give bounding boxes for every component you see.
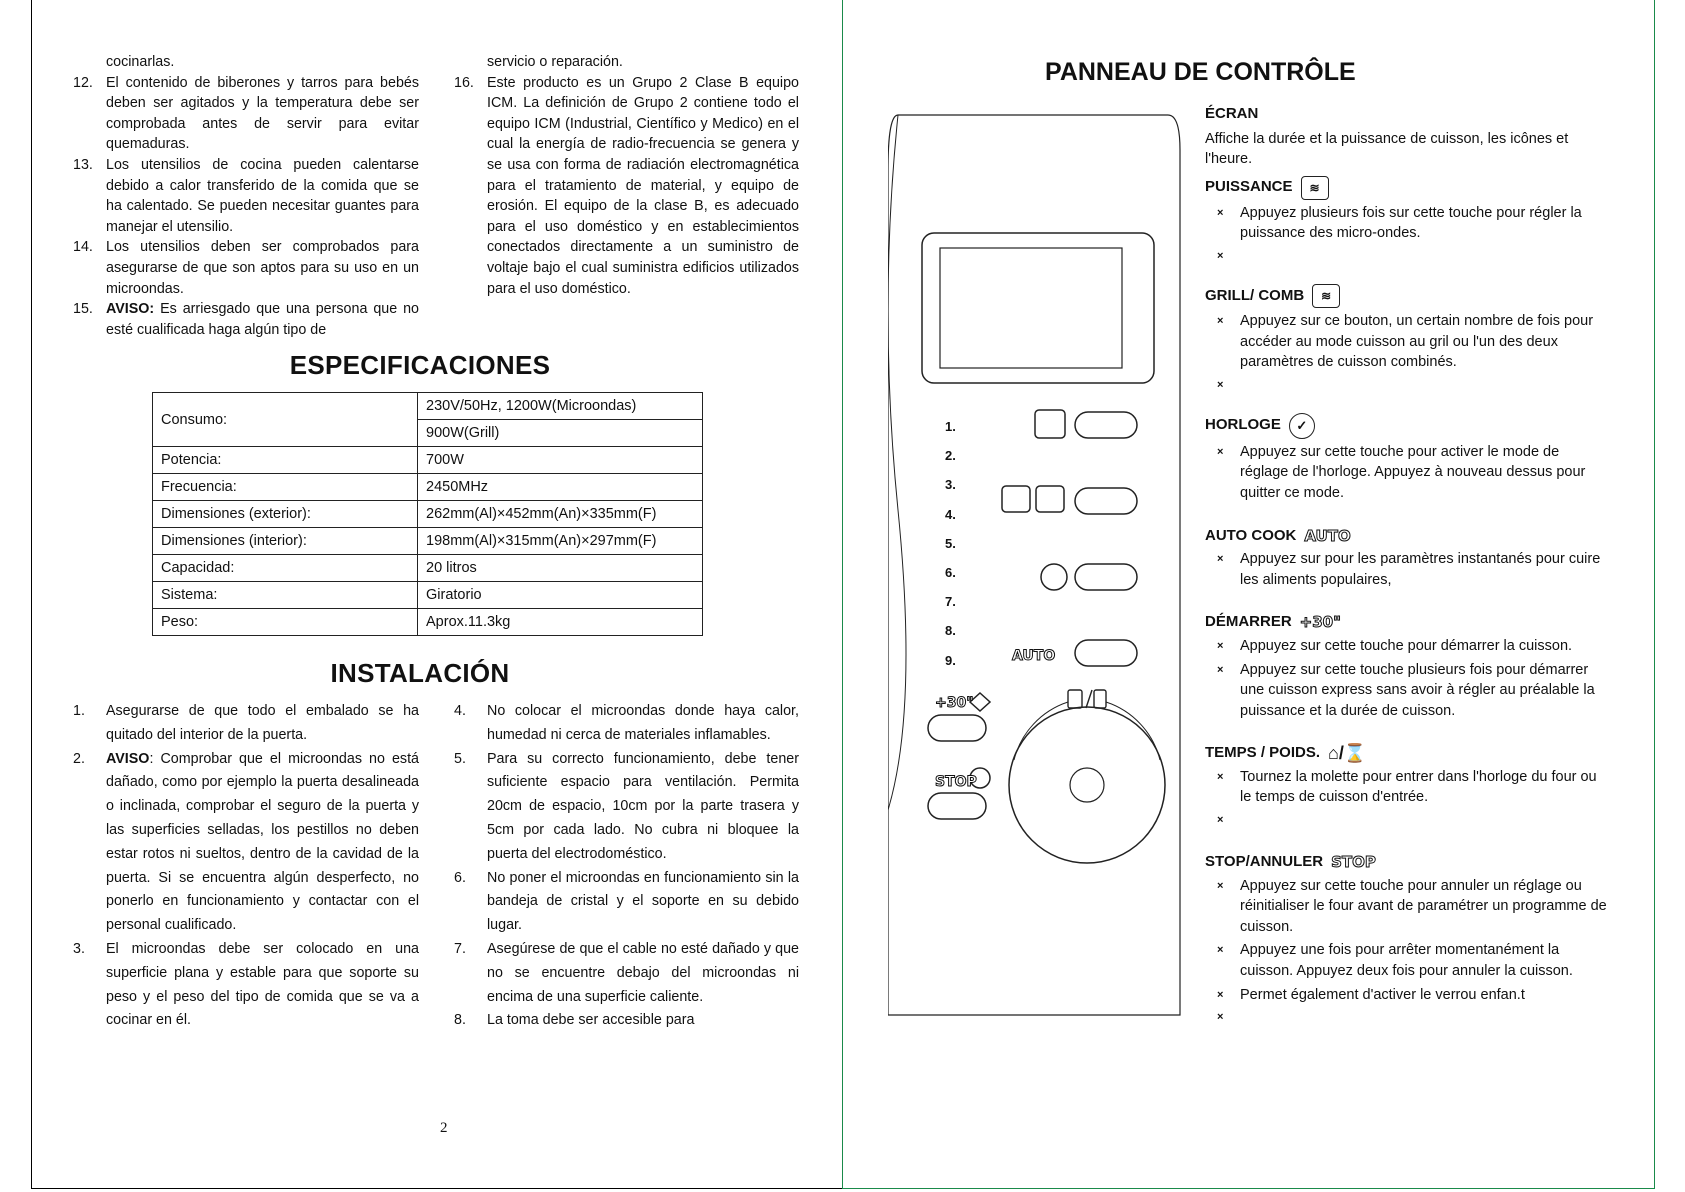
section-title (1205, 743, 1610, 764)
list-item (73, 237, 419, 299)
bullet-item (1205, 311, 1610, 373)
bullet-marker: × (1217, 553, 1224, 566)
table-row (153, 501, 703, 528)
list-item (454, 73, 799, 300)
list-item (454, 867, 799, 938)
item-text: No colocar el microondas donde haya calor, humedad ni cerca de materiales inflamables. (487, 703, 799, 743)
section-title-text: AUTO COOK (1205, 526, 1297, 544)
item-number: 15. (73, 301, 93, 318)
item-text: El contenido de biberones y tarros para bebés deben ser agitados y la temperatura debe ser comprobada antes de servir para evitar quemaduras. (106, 74, 419, 153)
bullet-text: Appuyez sur cette touche pour démarrer la cuisson. (1240, 637, 1573, 654)
item-text: Los utensilios deben ser comprobados para asegurarse de que son aptos para su uso en un microondas. (106, 239, 419, 297)
table-row (153, 447, 703, 474)
item-number: 6. (454, 869, 466, 886)
bullet-marker-empty (1205, 810, 1610, 830)
item-text: : Comprobar que el microondas no está dañado, como por ejemplo la puerta desalineada o inclinada, comprobar el seguro de la puerta y las superficies selladas, los pestillos no deben estar rotos ni sueltos, dentro de la cavidad de la puerta. Si se encuentra algún desperfecto, no ponerlo en funcionamiento y contactar con el personal cualificado. (106, 750, 419, 934)
section-title-text: TEMPS / POIDS. (1205, 744, 1321, 762)
spec-key: Consumo: (153, 393, 418, 447)
spec-key: Peso: (153, 609, 418, 636)
bullet-text: Tournez la molette pour entrer dans l'horloge du four ou le temps de cuisson d'entrée. (1240, 768, 1597, 806)
safety-column-2 (454, 52, 799, 299)
section-title (1205, 284, 1610, 308)
grill-comb-icon: ≋ (1312, 284, 1340, 308)
bullet-marker: × (1217, 206, 1224, 219)
bullet-marker: × (1217, 378, 1224, 391)
bullet-marker: × (1217, 663, 1224, 676)
item-text: cocinarlas. (106, 54, 175, 70)
power-icon (1035, 410, 1065, 438)
spec-value: 198mm(Al)×315mm(An)×297mm(F) (418, 528, 703, 555)
table-row (153, 582, 703, 609)
bullet-text: Appuyez sur cette touche pour activer le mode de réglage de l'horloge. Appuyez à nouveau dessus pour quitter ce mode. (1240, 443, 1586, 501)
item-text: Asegurarse de que todo el embalado se ha quitado del interior de la puerta. (106, 703, 419, 743)
bullet-item (1205, 203, 1610, 244)
item-text: Los utensilios de cocina pueden calentarse debido a calor transferido de la comida que se ha calentado. Se pueden necesitar guantes para manejar el utensilio. (106, 156, 419, 235)
table-row (153, 528, 703, 555)
item-text: La toma debe ser accesible para (487, 1012, 695, 1029)
panel-section (1205, 526, 1610, 591)
section-title-text: STOP/ANNULER (1205, 853, 1324, 871)
item-text: No poner el microondas en funcionamiento sin la bandeja de cristal y el soporte en su debido lugar. (487, 869, 799, 934)
install-column-1 (73, 700, 419, 1033)
weight-icon (1094, 690, 1106, 708)
list-item (454, 1009, 799, 1033)
panel-section (1205, 284, 1610, 395)
spec-key: Sistema: (153, 582, 418, 609)
bullet-marker: × (1217, 314, 1224, 327)
list-item (454, 700, 799, 748)
spec-key: Dimensiones (interior): (153, 528, 418, 555)
panel-section (1205, 852, 1610, 1027)
section-title-text: PUISSANCE (1205, 178, 1293, 196)
bullet-marker-empty (1205, 246, 1610, 266)
bullet-text: Appuyez sur cette touche plusieurs fois pour démarrer une cuisson express sans avoir à régler au préalable la puissance et la durée de cuisson. (1240, 661, 1595, 719)
section-title-text: DÉMARRER (1205, 613, 1292, 631)
list-item (454, 938, 799, 1009)
bullet-text: Appuyez sur ce bouton, un certain nombre de fois pour accéder au mode cuisson au gril ou l'un des deux paramètres de cuisson combinés. (1240, 312, 1594, 371)
install-column-2 (454, 700, 799, 1033)
bullet-marker: × (1217, 944, 1224, 957)
panel-section (1205, 612, 1610, 721)
program-number: 4. (945, 506, 956, 522)
spec-key: Potencia: (153, 447, 418, 474)
power-button (1075, 412, 1137, 438)
program-number: 5. (945, 535, 956, 551)
program-number: 2. (945, 448, 956, 464)
stop-button (928, 793, 986, 819)
bullet-marker: × (1217, 249, 1224, 262)
grill-comb-button (1075, 488, 1137, 514)
start-button (928, 715, 986, 741)
bullet-item (1205, 940, 1610, 981)
panel-section (1205, 176, 1610, 266)
bullet-item (1205, 985, 1610, 1006)
auto-cook-button (1075, 640, 1137, 666)
bullet-item (1205, 442, 1610, 504)
item-number: 16. (454, 74, 474, 91)
bullet-marker: × (1217, 988, 1224, 1001)
spec-value: Aprox.11.3kg (418, 609, 703, 636)
stop-icon: STOP (1331, 853, 1376, 872)
item-number: 3. (73, 940, 85, 957)
item-text: Es arriesgado que una persona que no esté cualificada haga algún tipo de (106, 301, 419, 338)
section-title (1205, 852, 1610, 873)
bullet-marker: × (1217, 770, 1224, 783)
item-number: 12. (73, 74, 93, 91)
item-text: servicio o reparación. (487, 54, 623, 70)
program-number: 8. (945, 623, 956, 639)
specs-title: ESPECIFICACIONES (289, 350, 551, 380)
clock-icon (1041, 564, 1067, 590)
list-item (73, 155, 419, 237)
table-row (153, 609, 703, 636)
start-icon: +30" (1299, 613, 1341, 632)
bullet-marker-empty (1205, 1007, 1610, 1027)
item-number: 8. (454, 1012, 466, 1029)
bullet-marker: × (1217, 639, 1224, 652)
bullet-text: Appuyez sur cette touche pour annuler un réglage ou réinitialiser le four avant de paramétrer un programme de cuisson. (1240, 877, 1607, 935)
section-title-text: GRILL/ COMB (1205, 286, 1305, 304)
bullet-item (1205, 549, 1610, 590)
program-number: 7. (945, 594, 956, 610)
clock-icon: ✓ (1289, 413, 1315, 439)
lock-icon (1068, 690, 1082, 708)
item-number: 5. (454, 750, 466, 767)
bullet-item (1205, 767, 1610, 808)
item-number: 14. (73, 239, 93, 256)
program-number: 1. (945, 419, 956, 434)
grill-icon (1002, 486, 1030, 512)
auto-cook-icon: AUTO (1304, 526, 1351, 545)
list-item (73, 73, 419, 155)
program-number: 6. (945, 565, 956, 581)
program-number: 9. (945, 652, 956, 668)
bullet-marker: × (1217, 814, 1224, 827)
section-title (1205, 413, 1610, 439)
item-number: 7. (454, 940, 466, 957)
panel-title: PANNEAU DE CONTRÔLE (1045, 58, 1356, 86)
program-list (945, 412, 956, 675)
spec-value: 2450MHz (418, 474, 703, 501)
panel-section (1205, 104, 1610, 170)
bullet-text: Appuyez sur pour les paramètres instantanés pour cuire les aliments populaires, (1240, 551, 1601, 588)
list-item (454, 748, 799, 867)
power-icon: ≋ (1301, 176, 1329, 200)
bullet-text: Permet également d'activer le verrou enfan.t (1240, 986, 1525, 1003)
bullet-item (1205, 660, 1610, 722)
list-item (73, 299, 419, 340)
display-screen (922, 233, 1154, 383)
install-title: INSTALACIÓN (330, 658, 510, 688)
spec-value: 20 litros (418, 555, 703, 582)
spec-value: 900W(Grill) (418, 420, 703, 447)
bullet-marker: × (1217, 879, 1224, 892)
item-text: Para su correcto funcionamiento, debe tener suficiente espacio para ventilación. Permita 20cm de espacio, 10cm por la parte trasera y 5cm por cada lado. No cubra ni bloquee la puerta del electrodoméstico. (487, 750, 799, 862)
spec-value: 700W (418, 447, 703, 474)
item-number: 2. (73, 750, 85, 767)
spec-value: Giratorio (418, 582, 703, 609)
section-title-text: ÉCRAN (1205, 105, 1259, 122)
panel-section (1205, 743, 1610, 830)
specs-table (152, 392, 703, 636)
item-text: El microondas debe ser colocado en una superficie plana y estable para que soporte su peso y el peso del tipo de comida que se va a cocinar en él. (106, 940, 419, 1029)
section-title (1205, 104, 1610, 125)
bullet-text: Appuyez plusieurs fois sur cette touche pour régler la puissance des micro-ondes. (1240, 204, 1582, 242)
item-number: 1. (73, 703, 85, 719)
item-bold-label: AVISO: (106, 301, 155, 318)
panel-section (1205, 413, 1610, 504)
spec-value: 262mm(Al)×452mm(An)×335mm(F) (418, 501, 703, 528)
safety-column-1 (73, 52, 419, 340)
section-title (1205, 526, 1610, 547)
spec-key: Frecuencia: (153, 474, 418, 501)
control-panel-diagram (888, 110, 1188, 1022)
spec-key: Capacidad: (153, 555, 418, 582)
panel-auto-label: AUTO (1012, 648, 1056, 664)
item-text: Asegúrese de que el cable no esté dañado y que no se encuentre debajo del microondas ni encima de una superficie caliente. (487, 940, 799, 1005)
list-item (73, 938, 419, 1033)
panel-stop-label: STOP (935, 774, 977, 790)
spec-key: Dimensiones (exterior): (153, 501, 418, 528)
clock-button (1075, 564, 1137, 590)
list-item (454, 52, 799, 73)
item-number: 13. (73, 156, 93, 173)
page-number: 2 (440, 1120, 448, 1136)
item-text: Este producto es un Grupo 2 Clase B equipo ICM. La definición de Grupo 2 contiene todo el equipo ICM (Industrial, Científico y Medico) en el cual la energía de radio-frecuencia se genera y se usa con forma de radiación electromagnética para el tratamiento de material, y equipo de erosión. El equipo de la clase B, es adecuado para el uso doméstico y en establecimientos conectados directamente a un suministro de voltaje bajo el cual suministra edificios utilizados para el uso doméstico. (487, 74, 799, 297)
bullet-item (1205, 636, 1610, 657)
list-item (73, 748, 419, 938)
bullet-text: Appuyez une fois pour arrêter momentanément la cuisson. Appuyez deux fois pour annuler la cuisson. (1240, 942, 1573, 980)
time-weight-icon: ⌂/⌛ (1328, 743, 1367, 764)
section-text: Affiche la durée et la puissance de cuisson, les icônes et l'heure. (1205, 130, 1569, 168)
item-number: 4. (454, 703, 466, 719)
table-row (153, 555, 703, 582)
section-title (1205, 176, 1610, 200)
section-title-text: HORLOGE (1205, 416, 1281, 434)
section-title (1205, 612, 1610, 633)
bullet-marker-empty (1205, 375, 1610, 395)
table-row (153, 393, 703, 420)
table-row (153, 474, 703, 501)
bullet-marker: × (1217, 1011, 1224, 1024)
list-item (73, 700, 419, 748)
spec-value: 230V/50Hz, 1200W(Microondas) (418, 393, 703, 420)
panel-descriptions (1205, 104, 1610, 1027)
bullet-item (1205, 876, 1610, 938)
item-bold-label: AVISO (106, 750, 150, 767)
dial-knob (1009, 707, 1165, 863)
bullet-marker: × (1217, 445, 1224, 458)
panel-plus30-label: +30" (935, 695, 974, 711)
list-item (73, 52, 419, 73)
comb-icon (1036, 486, 1064, 512)
program-number: 3. (945, 477, 956, 493)
